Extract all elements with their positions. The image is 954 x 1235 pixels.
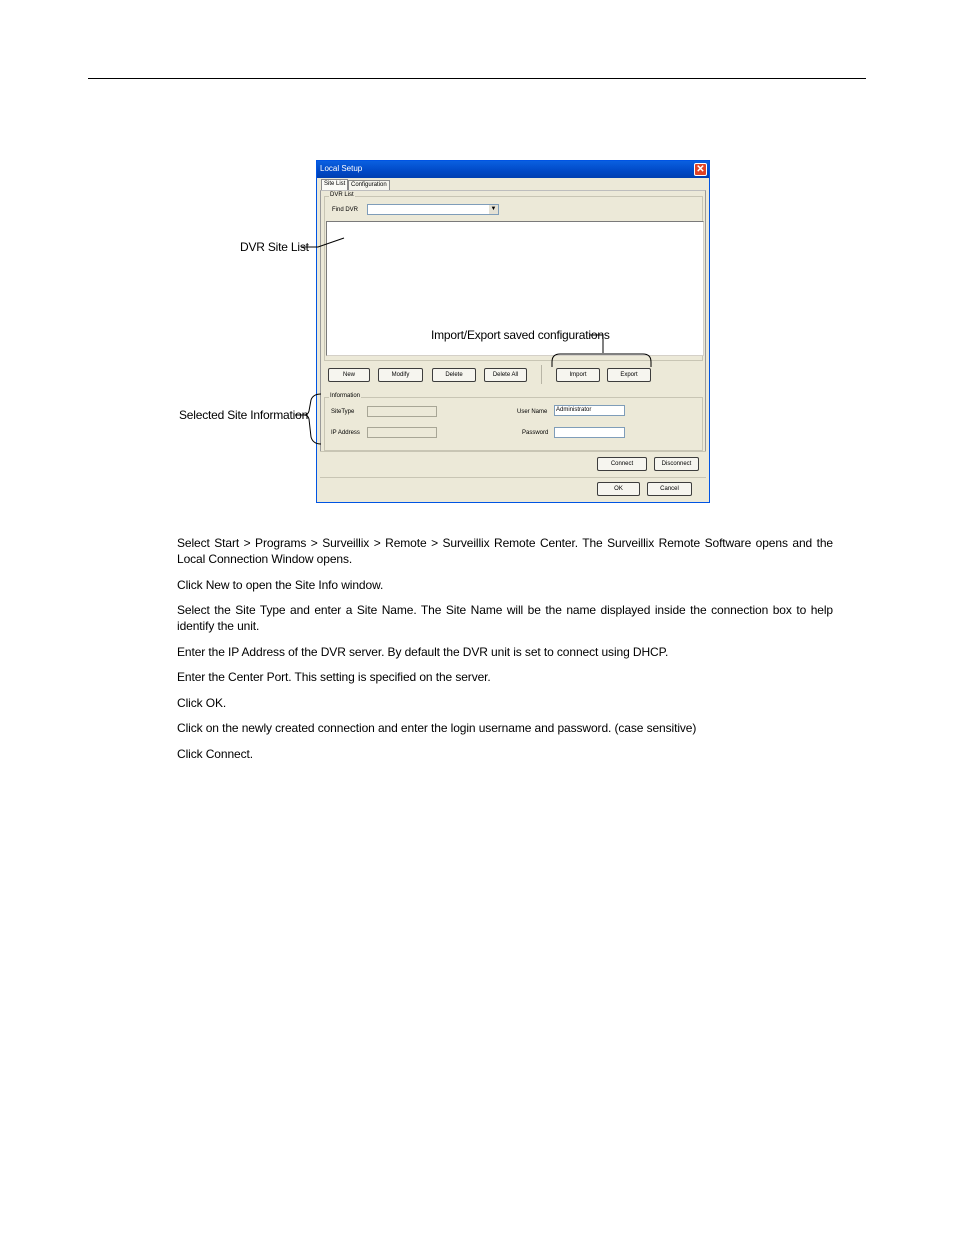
delete-all-button[interactable]: Delete All xyxy=(484,368,527,382)
step-paragraph: Click OK. xyxy=(177,696,227,710)
tab-configuration[interactable]: Configuration xyxy=(348,180,390,190)
import-button[interactable]: Import xyxy=(556,368,600,382)
user-name-label: User Name xyxy=(517,409,548,415)
step-paragraph: Select Start > Programs > Surveillix > Remote > Surveillix Remote Center. The Surveillix Remote Software opens and the Local Connection Window opens. xyxy=(177,536,833,566)
delete-button[interactable]: Delete xyxy=(432,368,476,382)
step-paragraph: Enter the Center Port. This setting is specified on the server. xyxy=(177,670,491,684)
user-name-input[interactable]: Administrator xyxy=(554,405,625,416)
disconnect-button[interactable]: Disconnect xyxy=(654,457,699,471)
chevron-down-icon[interactable]: ▼ xyxy=(490,206,497,212)
step-paragraph: Enter the IP Address of the DVR server. By default the DVR unit is set to connect using DHCP. xyxy=(177,645,669,659)
import-export-callout: Import/Export saved configurations xyxy=(431,328,610,342)
dvr-site-list-callout: DVR Site List xyxy=(240,240,309,254)
cancel-button[interactable]: Cancel xyxy=(647,482,692,496)
ok-button[interactable]: OK xyxy=(597,482,640,496)
selected-site-info-callout: Selected Site Information xyxy=(179,408,309,422)
information-group-label: Information xyxy=(330,393,361,399)
step-paragraph: Select the Site Type and enter a Site Name. The Site Name will be the name displayed inside the connection box to help identify the unit. xyxy=(177,603,833,633)
site-type-label: SiteType xyxy=(331,409,355,415)
modify-button[interactable]: Modify xyxy=(378,368,423,382)
find-dvr-label: Find DVR xyxy=(332,207,359,213)
callout-lines xyxy=(0,0,954,520)
new-button[interactable]: New xyxy=(328,368,370,382)
import-export-brace xyxy=(552,354,651,367)
connect-button[interactable]: Connect xyxy=(597,457,647,471)
step-paragraph: Click on the newly created connection and enter the login username and password. (case sensitive) xyxy=(177,721,697,735)
tab-site-list[interactable]: Site List xyxy=(321,179,348,190)
step-paragraph: Click New to open the Site Info window. xyxy=(177,578,384,592)
export-button[interactable]: Export xyxy=(607,368,651,382)
step-paragraph: Click Connect. xyxy=(177,747,253,761)
password-label: Password xyxy=(522,430,549,436)
close-icon[interactable]: ✕ xyxy=(694,163,707,176)
ip-address-label: IP Address xyxy=(331,430,360,436)
dvr-list-group-label: DVR List xyxy=(330,192,354,198)
dialog-title: Local Setup xyxy=(320,164,363,173)
